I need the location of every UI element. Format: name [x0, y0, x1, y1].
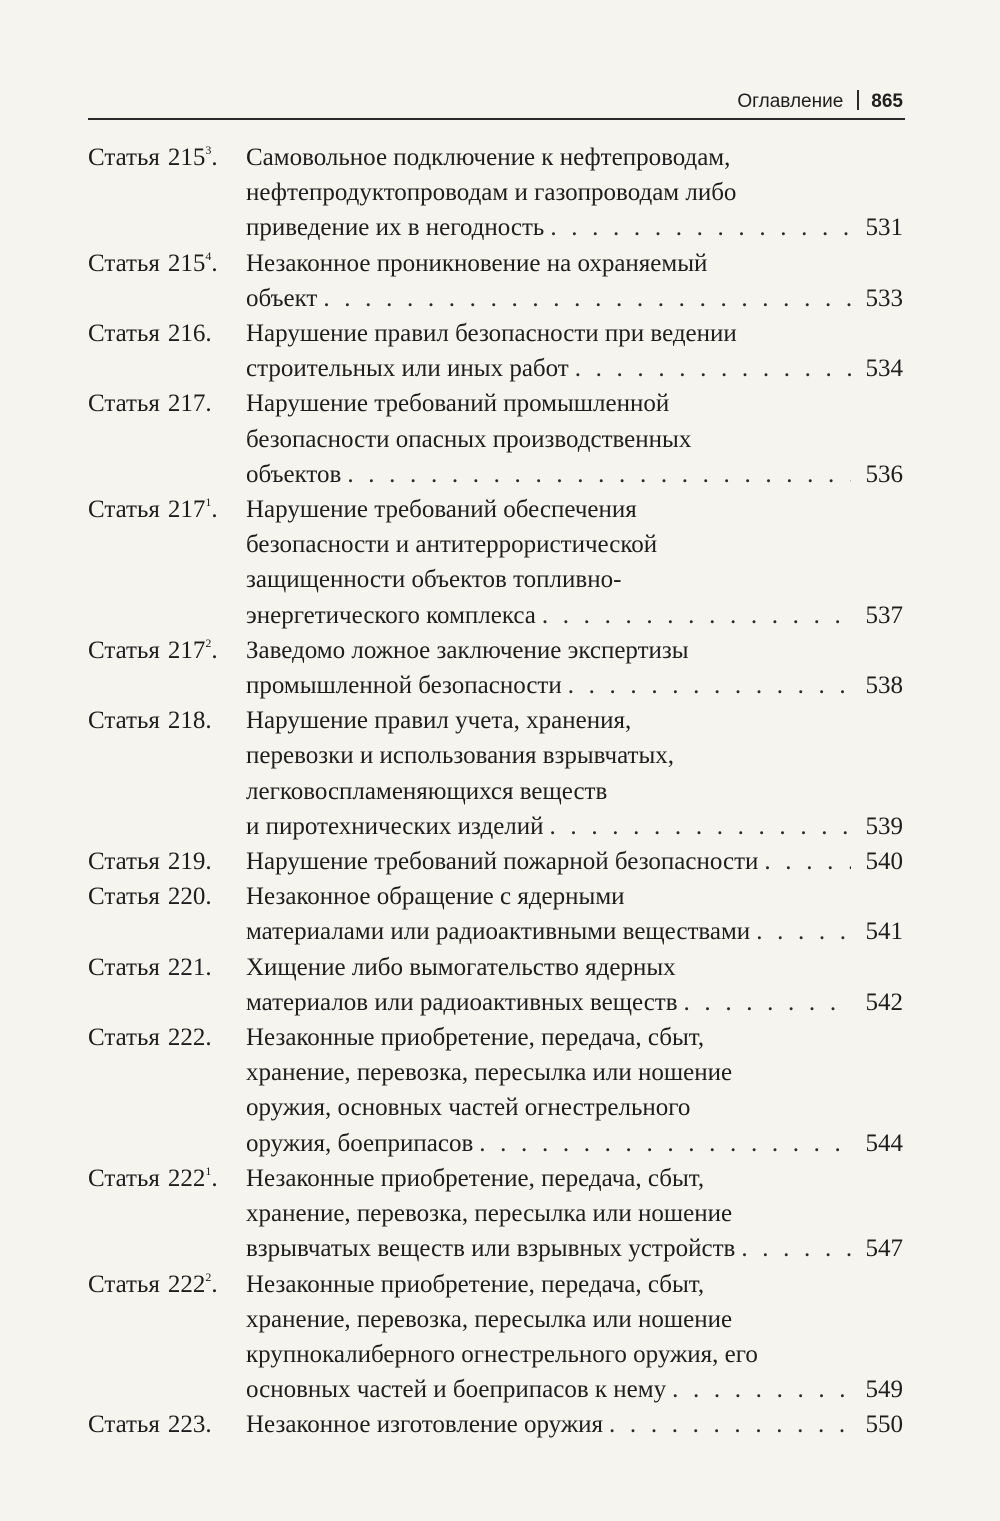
- dot-leader: [575, 351, 851, 386]
- article-label: [88, 703, 212, 738]
- header-separator: [857, 90, 859, 110]
- article-label: [88, 633, 218, 668]
- entry-title-text: Нарушение правил учета, хранения,: [246, 707, 632, 735]
- entry-title-text: Заведомо ложное заключение экспертизы: [246, 636, 689, 664]
- entry-title-line: [246, 598, 903, 633]
- dot-leader: [550, 809, 851, 844]
- article-label: [88, 879, 212, 914]
- toc-entry[interactable]: [88, 1161, 903, 1267]
- article-word: Статья: [88, 1270, 160, 1298]
- article-word: Статья: [88, 320, 160, 348]
- article-number-period: .: [205, 707, 212, 735]
- entry-title-text: хранение, перевозка, пересылка или ношение: [246, 1305, 733, 1333]
- entry-title-line: [246, 386, 903, 421]
- toc-entry[interactable]: [88, 703, 903, 844]
- entry-title-line: [246, 1196, 903, 1231]
- entry-page-number: 547: [865, 1235, 903, 1263]
- article-number: 216: [167, 320, 206, 348]
- article-word: Статья: [88, 390, 160, 418]
- toc-entry[interactable]: [88, 879, 903, 949]
- section-title: Оглавление: [737, 91, 844, 112]
- entry-title-line: [246, 1090, 903, 1125]
- article-label: [88, 950, 212, 985]
- article-word: Статья: [88, 1164, 160, 1192]
- article-number: 222: [167, 1270, 206, 1298]
- entry-page-number: 540: [865, 848, 903, 876]
- entry-title-line: [246, 140, 903, 175]
- article-label: [88, 1407, 212, 1442]
- article-number-period: .: [205, 953, 212, 981]
- entry-title-line: [246, 281, 903, 316]
- entry-title-text: Нарушение требований пожарной безопасности: [246, 848, 759, 876]
- article-number-period: .: [211, 496, 218, 524]
- entry-title-line: [246, 1231, 903, 1266]
- entry-title-line: [246, 914, 903, 949]
- article-number: 220: [167, 883, 206, 911]
- article-label: [88, 1267, 218, 1302]
- article-number: 215: [167, 144, 206, 171]
- entry-title-line: [246, 985, 903, 1020]
- entry-page-number: 537: [865, 601, 903, 629]
- entry-title-line: [246, 809, 903, 844]
- entry-title-text: хранение, перевозка, пересылка или ношение: [246, 1059, 733, 1087]
- entry-title-text: основных частей и боеприпасов к нему: [246, 1376, 667, 1404]
- article-number-period: .: [211, 1270, 218, 1298]
- article-number-superscript: 1: [205, 1163, 212, 1178]
- article-number: 222: [167, 1164, 206, 1192]
- dot-leader: [347, 457, 851, 492]
- entry-title-line: [246, 879, 903, 914]
- entry-title-text: строительных или иных работ: [246, 355, 569, 383]
- article-number: 217: [167, 636, 206, 664]
- entry-title-line: [246, 774, 903, 809]
- entry-title-line: [246, 1161, 903, 1196]
- entry-title-line: [246, 422, 903, 457]
- entry-title-line: [246, 738, 903, 773]
- entry-title-text: материалами или радиоактивными веществами: [246, 918, 751, 946]
- running-header-content: [737, 90, 903, 113]
- entry-title-line: [246, 1337, 903, 1372]
- article-number: 217: [167, 390, 206, 418]
- entry-title-line: [246, 246, 903, 281]
- entry-title-text: легковоспламеняющихся веществ: [246, 777, 608, 805]
- entry-title-text: безопасности опасных производственных: [246, 425, 692, 453]
- entry-title-line: [246, 316, 903, 351]
- article-number: 223: [167, 1411, 206, 1439]
- entry-page-number: 549: [865, 1376, 903, 1404]
- article-label: [88, 246, 218, 281]
- toc-entry[interactable]: [88, 492, 903, 633]
- toc-entry[interactable]: [88, 1020, 903, 1161]
- article-number-period: .: [205, 320, 212, 348]
- article-label: [88, 844, 212, 879]
- entry-title-line: [246, 1407, 903, 1442]
- article-number: 218: [167, 707, 206, 735]
- entry-title-text: Незаконные приобретение, передача, сбыт,: [246, 1164, 705, 1192]
- entry-title-line: [246, 668, 903, 703]
- entry-title-text: оружия, основных частей огнестрельного: [246, 1094, 691, 1122]
- entry-title-text: крупнокалиберного огнестрельного оружия, его: [246, 1340, 758, 1368]
- entry-title-text: взрывчатых веществ или взрывных устройств: [246, 1235, 736, 1263]
- toc-entry[interactable]: [88, 950, 903, 1020]
- article-label: [88, 386, 212, 421]
- entry-page-number: 533: [865, 284, 903, 312]
- entry-title-text: Незаконные приобретение, передача, сбыт,: [246, 1024, 705, 1052]
- dot-leader: [550, 210, 851, 245]
- toc-entry[interactable]: [88, 1407, 903, 1442]
- entry-page-number: 536: [865, 460, 903, 488]
- article-word: Статья: [88, 496, 160, 524]
- entry-title-text: энергетического комплекса: [246, 601, 536, 629]
- entry-page-number: 541: [865, 918, 903, 946]
- running-header: [88, 88, 905, 120]
- entry-title-line: [246, 1372, 903, 1407]
- entry-title-line: [246, 1267, 903, 1302]
- toc-entry[interactable]: [88, 633, 903, 703]
- entry-title-line: [246, 492, 903, 527]
- article-number-superscript: 1: [205, 495, 212, 510]
- entry-page-number: 542: [865, 988, 903, 1016]
- article-number-period: .: [211, 249, 218, 277]
- entry-title-text: хранение, перевозка, пересылка или ношение: [246, 1200, 733, 1228]
- article-word: Статья: [88, 636, 160, 664]
- article-number-superscript: 3: [205, 143, 212, 157]
- article-word: Статья: [88, 883, 160, 911]
- article-number-superscript: 2: [205, 1269, 212, 1284]
- toc-entry[interactable]: [88, 1267, 903, 1408]
- article-word: Статья: [88, 1024, 160, 1052]
- article-word: Статья: [88, 848, 160, 876]
- article-number-superscript: 2: [205, 635, 212, 650]
- article-number-superscript: 4: [205, 248, 212, 263]
- entry-page-number: 539: [865, 812, 903, 840]
- article-label: [88, 316, 212, 351]
- entry-title-text: промышленной безопасности: [246, 672, 562, 700]
- entry-title-line: [246, 1302, 903, 1337]
- entry-title-text: Самовольное подключение к нефтепроводам,: [246, 144, 731, 171]
- entry-page-number: 531: [865, 214, 903, 242]
- entry-title-text: безопасности и антитеррористической: [246, 531, 658, 559]
- entry-title-line: [246, 1126, 903, 1161]
- article-word: Статья: [88, 707, 160, 735]
- entry-title-text: Незаконное проникновение на охраняемый: [246, 249, 708, 277]
- article-number: 221: [167, 953, 206, 981]
- dot-leader: [568, 668, 851, 703]
- entry-title-line: [246, 1055, 903, 1090]
- dot-leader: [756, 914, 851, 949]
- entry-title-line: [246, 175, 903, 210]
- toc-entry[interactable]: [88, 140, 903, 246]
- entry-title-text: оружия, боеприпасов: [246, 1129, 474, 1157]
- article-number-period: .: [211, 1164, 218, 1192]
- article-word: Статья: [88, 144, 160, 171]
- article-label: [88, 140, 218, 175]
- entry-title-text: Незаконные приобретение, передача, сбыт,: [246, 1270, 705, 1298]
- entry-title-text: Незаконное обращение с ядерными: [246, 883, 625, 911]
- entry-page-number: 550: [865, 1411, 903, 1439]
- entry-title-text: Незаконное изготовление оружия: [246, 1411, 604, 1439]
- entry-page-number: 534: [865, 355, 903, 383]
- article-number-period: .: [205, 1024, 212, 1052]
- article-number: 219: [167, 848, 206, 876]
- entry-page-number: 538: [865, 672, 903, 700]
- entry-title-line: [246, 562, 903, 597]
- entry-title-text: Хищение либо вымогательство ядерных: [246, 953, 676, 981]
- article-number-period: .: [205, 883, 212, 911]
- dot-leader: [323, 281, 851, 316]
- toc-entry[interactable]: [88, 246, 903, 316]
- toc-entry[interactable]: [88, 316, 903, 386]
- entry-title-text: Нарушение требований обеспечения: [246, 496, 637, 524]
- article-number: 217: [167, 496, 206, 524]
- article-number-period: .: [211, 144, 218, 171]
- entry-title-text: Нарушение правил безопасности при ведении: [246, 320, 737, 348]
- article-number-period: .: [205, 390, 212, 418]
- dot-leader: [542, 598, 851, 633]
- entry-title-line: [246, 1020, 903, 1055]
- entry-title-line: [246, 210, 903, 245]
- toc-entry[interactable]: [88, 386, 903, 492]
- entry-title-text: и пиротехнических изделий: [246, 812, 544, 840]
- entry-page-number: 544: [865, 1129, 903, 1157]
- entry-title-text: нефтепродуктопроводам и газопроводам либо: [246, 179, 737, 207]
- article-label: [88, 492, 218, 527]
- article-number: 222: [167, 1024, 206, 1052]
- entry-title-line: [246, 950, 903, 985]
- article-word: Статья: [88, 953, 160, 981]
- entry-title-text: Нарушение требований промышленной: [246, 390, 670, 418]
- page-number: 865: [871, 91, 903, 112]
- dot-leader: [609, 1407, 851, 1442]
- toc-entry[interactable]: [88, 844, 903, 879]
- entry-title-line: [246, 527, 903, 562]
- article-number-period: .: [205, 1411, 212, 1439]
- entry-title-text: приведение их в негодность: [246, 214, 545, 242]
- article-number-period: .: [205, 848, 212, 876]
- entry-title-line: [246, 633, 903, 668]
- article-number: 215: [167, 249, 206, 277]
- dot-leader: [741, 1231, 851, 1266]
- entry-title-text: объектов: [246, 460, 342, 488]
- entry-title-line: [246, 703, 903, 738]
- dot-leader: [479, 1126, 851, 1161]
- entry-title-text: перевозки и использования взрывчатых,: [246, 742, 675, 770]
- article-number-period: .: [211, 636, 218, 664]
- table-of-contents: [88, 140, 903, 1443]
- dot-leader: [764, 844, 851, 879]
- entry-title-line: [246, 351, 903, 386]
- dot-leader: [672, 1372, 851, 1407]
- entry-title-text: защищенности объектов топливно-: [246, 566, 622, 594]
- entry-title-line: [246, 844, 903, 879]
- dot-leader: [684, 985, 851, 1020]
- article-word: Статья: [88, 1411, 160, 1439]
- entry-title-text: материалов или радиоактивных веществ: [246, 988, 678, 1016]
- entry-title-line: [246, 457, 903, 492]
- entry-title-text: объект: [246, 284, 318, 312]
- article-label: [88, 1020, 212, 1055]
- article-label: [88, 1161, 218, 1196]
- article-word: Статья: [88, 249, 160, 277]
